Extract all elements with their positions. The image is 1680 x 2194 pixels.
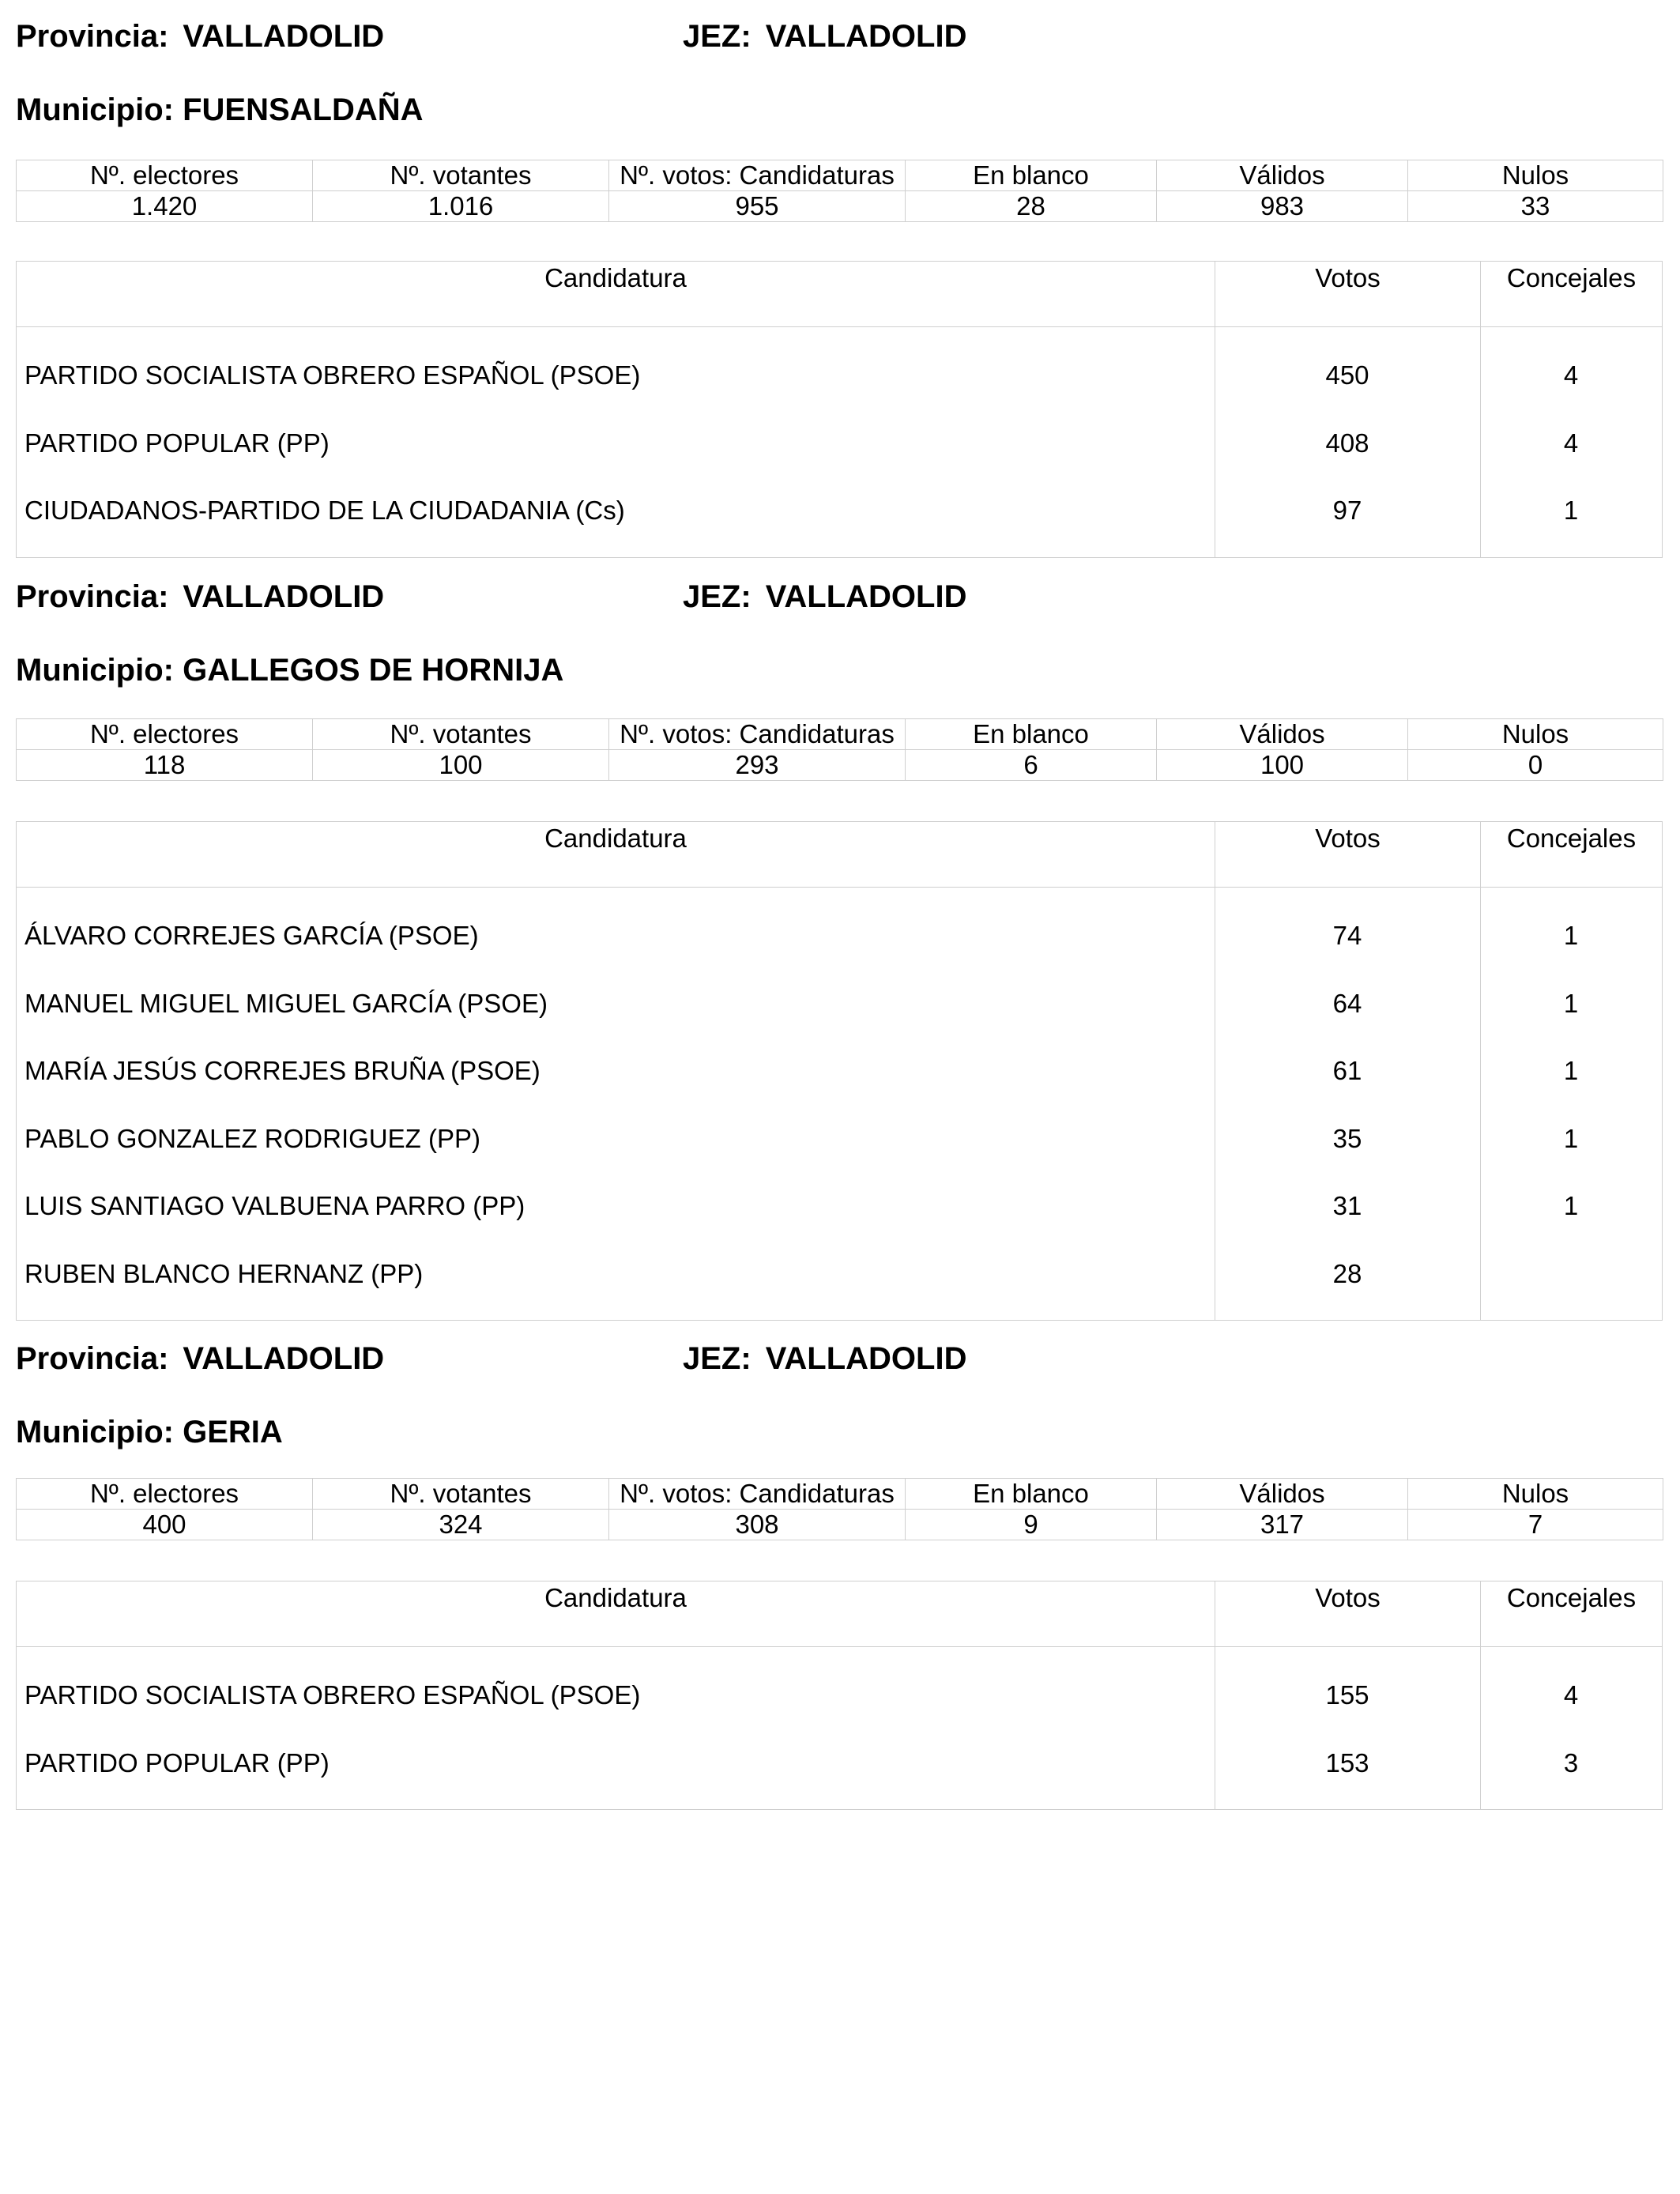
votos-candidaturas-header: Nº. votos: Candidaturas — [609, 160, 906, 191]
provincia-value: VALLADOLID — [183, 19, 385, 54]
candidatura-row — [17, 414, 1662, 482]
stats-header-row — [17, 719, 1663, 750]
municipio-heading — [16, 654, 563, 686]
candidatura-row — [17, 1042, 1662, 1110]
votos-header: Votos — [1215, 822, 1480, 887]
electores-header: Nº. electores — [17, 1479, 313, 1510]
en-blanco-value: 6 — [906, 750, 1157, 781]
votos-candidaturas-value: 293 — [609, 750, 906, 781]
candidaturas-table — [16, 821, 1663, 1321]
candidatura-votos: 35 — [1332, 1123, 1362, 1153]
nulos-header: Nulos — [1408, 1479, 1663, 1510]
nulos-header: Nulos — [1408, 719, 1663, 750]
candidatura-row — [17, 346, 1662, 414]
candidatura-row — [17, 1177, 1662, 1245]
jez-heading — [683, 1343, 966, 1374]
candidatura-votos: 64 — [1332, 988, 1362, 1018]
nulos-header: Nulos — [1408, 160, 1663, 191]
candidatura-concejales: 1 — [1563, 988, 1579, 1018]
candidaturas-body — [17, 888, 1662, 1320]
electores-header: Nº. electores — [17, 160, 313, 191]
candidatura-name: PARTIDO POPULAR (PP) — [24, 428, 330, 458]
stats-table — [16, 160, 1663, 222]
candidatura-concejales: 1 — [1563, 496, 1579, 525]
votantes-value: 324 — [313, 1510, 609, 1540]
provincia-heading — [16, 21, 384, 52]
candidatura-votos: 31 — [1332, 1191, 1362, 1220]
en-blanco-value: 28 — [906, 191, 1157, 222]
jez-heading — [683, 21, 966, 52]
provincia-label: Provincia: — [16, 579, 169, 614]
validos-header: Válidos — [1157, 160, 1408, 191]
validos-value: 317 — [1157, 1510, 1408, 1540]
candidatura-name: RUBEN BLANCO HERNANZ (PP) — [24, 1258, 424, 1288]
jez-value: VALLADOLID — [765, 19, 967, 54]
candidatura-concejales: 1 — [1563, 1056, 1579, 1085]
candidatura-votos: 155 — [1325, 1680, 1369, 1710]
candidatura-votos: 97 — [1332, 496, 1362, 525]
nulos-value: 0 — [1408, 750, 1663, 781]
candidaturas-header-row — [17, 262, 1662, 327]
validos-header: Válidos — [1157, 1479, 1408, 1510]
candidatura-row — [17, 1245, 1662, 1313]
candidatura-votos: 28 — [1332, 1258, 1362, 1288]
electores-header: Nº. electores — [17, 719, 313, 750]
jez-label: JEZ: — [683, 579, 751, 614]
candidatura-concejales: 1 — [1563, 1123, 1579, 1153]
electores-value: 1.420 — [17, 191, 313, 222]
candidatura-concejales: 1 — [1563, 1191, 1579, 1220]
candidatura-concejales: 1 — [1563, 921, 1579, 950]
stats-table — [16, 1478, 1663, 1540]
validos-header: Válidos — [1157, 719, 1408, 750]
jez-label: JEZ: — [683, 1341, 751, 1376]
votantes-header: Nº. votantes — [313, 1479, 609, 1510]
candidatura-concejales: 4 — [1563, 428, 1579, 458]
jez-value: VALLADOLID — [765, 1341, 967, 1376]
candidatura-row — [17, 1110, 1662, 1178]
en-blanco-value: 9 — [906, 1510, 1157, 1540]
candidatura-header: Candidatura — [544, 1583, 687, 1612]
candidatura-header: Candidatura — [544, 263, 687, 292]
candidatura-header: Candidatura — [544, 824, 687, 853]
provincia-heading — [16, 581, 384, 613]
candidatura-votos: 61 — [1332, 1056, 1362, 1085]
provincia-heading — [16, 1343, 384, 1374]
provincia-label: Provincia: — [16, 19, 169, 54]
stats-header-row — [17, 1479, 1663, 1510]
nulos-value: 33 — [1408, 191, 1663, 222]
candidatura-row — [17, 1734, 1662, 1802]
candidatura-concejales: 4 — [1563, 360, 1579, 390]
municipio-value: FUENSALDAÑA — [183, 92, 424, 127]
jez-heading — [683, 581, 966, 613]
candidaturas-body — [17, 327, 1662, 557]
candidatura-votos: 153 — [1325, 1747, 1369, 1777]
candidatura-concejales: 4 — [1563, 1680, 1579, 1710]
concejales-header: Concejales — [1480, 262, 1662, 326]
municipio-label: Municipio: — [16, 653, 174, 688]
candidaturas-table — [16, 261, 1663, 558]
candidatura-row — [17, 1666, 1662, 1734]
candidatura-name: PARTIDO SOCIALISTA OBRERO ESPAÑOL (PSOE) — [24, 360, 641, 390]
concejales-header: Concejales — [1480, 822, 1662, 887]
votos-candidaturas-value: 955 — [609, 191, 906, 222]
votos-candidaturas-header: Nº. votos: Candidaturas — [609, 1479, 906, 1510]
municipio-heading — [16, 1416, 283, 1448]
candidatura-row — [17, 907, 1662, 974]
stats-value-row — [17, 1510, 1663, 1540]
stats-table — [16, 718, 1663, 781]
candidatura-votos: 74 — [1332, 921, 1362, 950]
candidatura-row — [17, 974, 1662, 1042]
provincia-value: VALLADOLID — [183, 579, 385, 614]
candidaturas-table — [16, 1581, 1663, 1810]
candidaturas-body — [17, 1647, 1662, 1809]
candidaturas-header-row — [17, 1581, 1662, 1647]
candidatura-name: PARTIDO POPULAR (PP) — [24, 1747, 330, 1777]
jez-label: JEZ: — [683, 19, 751, 54]
nulos-value: 7 — [1408, 1510, 1663, 1540]
votos-header: Votos — [1215, 262, 1480, 326]
en-blanco-header: En blanco — [906, 719, 1157, 750]
votantes-header: Nº. votantes — [313, 160, 609, 191]
candidatura-name: PARTIDO SOCIALISTA OBRERO ESPAÑOL (PSOE) — [24, 1680, 641, 1710]
candidatura-votos: 408 — [1325, 428, 1369, 458]
stats-value-row — [17, 191, 1663, 222]
concejales-header: Concejales — [1480, 1581, 1662, 1646]
candidatura-name: LUIS SANTIAGO VALBUENA PARRO (PP) — [24, 1191, 525, 1220]
municipio-value: GALLEGOS DE HORNIJA — [183, 653, 564, 688]
en-blanco-header: En blanco — [906, 1479, 1157, 1510]
stats-header-row — [17, 160, 1663, 191]
municipio-value: GERIA — [183, 1415, 283, 1449]
candidatura-name: MANUEL MIGUEL MIGUEL GARCÍA (PSOE) — [24, 988, 548, 1018]
votantes-value: 1.016 — [313, 191, 609, 222]
municipio-heading — [16, 94, 424, 126]
candidatura-votos: 450 — [1325, 360, 1369, 390]
en-blanco-header: En blanco — [906, 160, 1157, 191]
candidatura-concejales: 3 — [1563, 1747, 1579, 1777]
validos-value: 983 — [1157, 191, 1408, 222]
validos-value: 100 — [1157, 750, 1408, 781]
votos-candidaturas-header: Nº. votos: Candidaturas — [609, 719, 906, 750]
electores-value: 400 — [17, 1510, 313, 1540]
provincia-value: VALLADOLID — [183, 1341, 385, 1376]
electores-value: 118 — [17, 750, 313, 781]
candidatura-row — [17, 481, 1662, 549]
candidatura-name: ÁLVARO CORREJES GARCÍA (PSOE) — [24, 921, 479, 950]
candidatura-name: MARÍA JESÚS CORREJES BRUÑA (PSOE) — [24, 1056, 541, 1085]
votos-header: Votos — [1215, 1581, 1480, 1646]
votos-candidaturas-value: 308 — [609, 1510, 906, 1540]
votantes-header: Nº. votantes — [313, 719, 609, 750]
municipio-label: Municipio: — [16, 1415, 174, 1449]
candidaturas-header-row — [17, 822, 1662, 888]
stats-value-row — [17, 750, 1663, 781]
candidatura-name: PABLO GONZALEZ RODRIGUEZ (PP) — [24, 1123, 480, 1153]
candidatura-name: CIUDADANOS-PARTIDO DE LA CIUDADANIA (Cs) — [24, 496, 625, 525]
votantes-value: 100 — [313, 750, 609, 781]
provincia-label: Provincia: — [16, 1341, 169, 1376]
jez-value: VALLADOLID — [765, 579, 967, 614]
municipio-label: Municipio: — [16, 92, 174, 127]
